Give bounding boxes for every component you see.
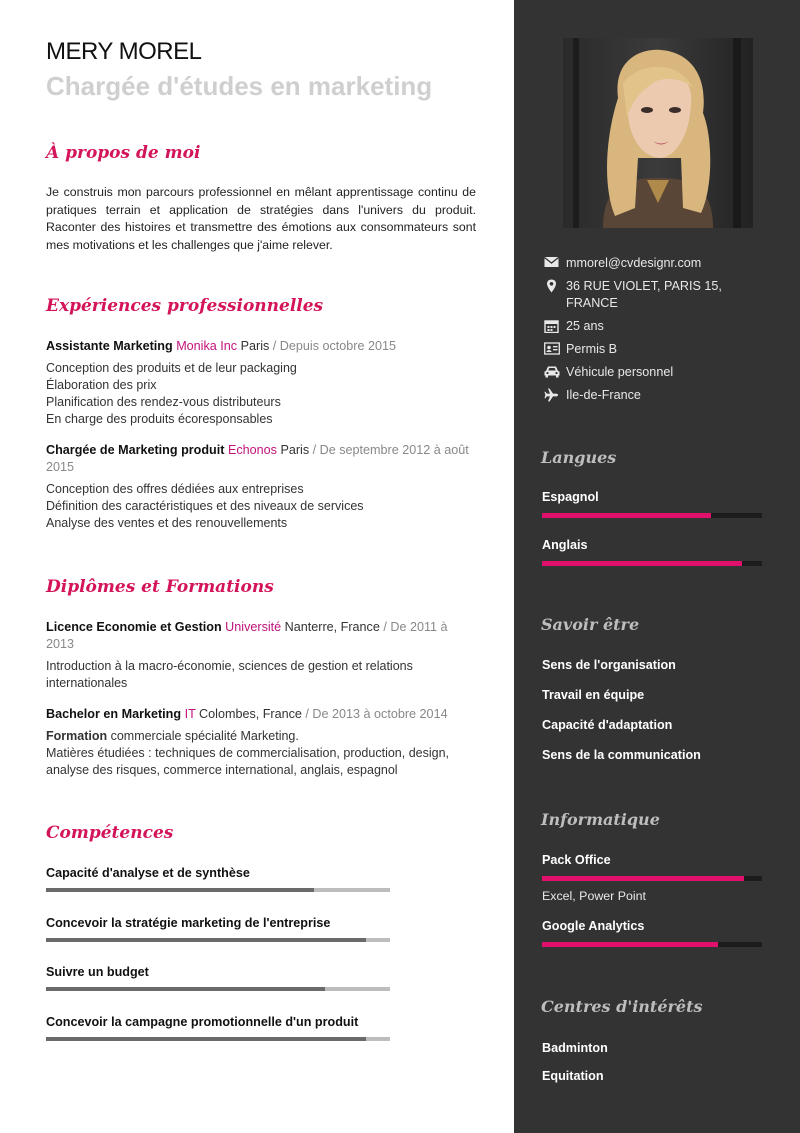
skill-bar-fill bbox=[46, 888, 314, 892]
degree-title: Bachelor en Marketing bbox=[46, 707, 182, 721]
soft-skill-item: Sens de la communication bbox=[542, 748, 701, 762]
it-skill-label: Pack Office bbox=[542, 853, 611, 867]
calendar-icon bbox=[544, 319, 560, 333]
soft-skills-heading: Savoir être bbox=[541, 615, 640, 634]
education-description-1 bbox=[46, 658, 446, 692]
description-line: En charge des produits écoresponsables bbox=[46, 412, 273, 426]
experience-location: Paris bbox=[280, 443, 310, 457]
plane-icon bbox=[544, 388, 560, 402]
skill-item bbox=[46, 965, 390, 979]
description-line: Définition des caractéristiques et des niveaux de services bbox=[46, 499, 364, 513]
education-entry-2 bbox=[46, 706, 476, 723]
license-text: Permis B bbox=[566, 342, 618, 356]
description-line: Analyse des ventes et des renouvellements bbox=[46, 516, 288, 530]
mobility-text: Ile-de-France bbox=[566, 388, 641, 402]
skill-bar-track bbox=[46, 938, 390, 942]
email-text[interactable]: mmorel@cvdesignr.com bbox=[566, 256, 702, 270]
id-card-icon bbox=[544, 342, 560, 356]
it-skill-detail: Excel, Power Point bbox=[542, 889, 646, 903]
experience-location: Paris bbox=[240, 339, 270, 353]
soft-skill-item: Travail en équipe bbox=[542, 688, 645, 702]
it-skill-bar-track bbox=[542, 942, 762, 947]
skill-label: Concevoir la stratégie marketing de l'entreprise bbox=[46, 916, 331, 930]
experience-description-1 bbox=[46, 360, 486, 428]
experience-title: Chargée de Marketing produit bbox=[46, 443, 225, 457]
degree-school: IT bbox=[184, 707, 196, 721]
about-heading: À propos de moi bbox=[46, 143, 201, 163]
degree-school: Université bbox=[225, 620, 282, 634]
languages-heading: Langues bbox=[541, 448, 617, 467]
education-heading: Diplômes et Formations bbox=[46, 577, 274, 597]
language-bar-track bbox=[542, 513, 762, 518]
degree-location: Nanterre, France bbox=[284, 620, 380, 634]
language-label: Espagnol bbox=[542, 490, 599, 504]
experience-description-2 bbox=[46, 481, 486, 532]
degree-title: Licence Economie et Gestion bbox=[46, 620, 222, 634]
experience-heading: Expériences professionnelles bbox=[46, 296, 324, 316]
experience-company: Echonos bbox=[227, 443, 277, 457]
skill-label: Capacité d'analyse et de synthèse bbox=[46, 866, 250, 880]
experience-date: / Depuis octobre 2015 bbox=[269, 339, 397, 353]
soft-skill-item: Sens de l'organisation bbox=[542, 658, 676, 672]
skill-item bbox=[46, 1015, 390, 1029]
it-skill-bar-track bbox=[542, 876, 762, 881]
it-skill-bar-fill bbox=[542, 942, 718, 947]
skill-bar-fill bbox=[46, 1037, 366, 1041]
interest-item: Badminton bbox=[542, 1041, 608, 1055]
soft-skill-item: Capacité d'adaptation bbox=[542, 718, 673, 732]
formation-label: Formation bbox=[46, 729, 108, 743]
candidate-name: MERY MOREL bbox=[46, 38, 202, 65]
profile-photo bbox=[563, 38, 753, 228]
skill-bar-track bbox=[46, 1037, 390, 1041]
skill-label: Concevoir la campagne promotionnelle d'un produit bbox=[46, 1015, 359, 1029]
address-text: 36 RUE VIOLET, PARIS 15, FRANCE bbox=[566, 279, 722, 310]
about-text: Je construis mon parcours professionnel en mêlant apprentissage continu de pratiques terrain et application de stratégies dans l'univers du produit. Raconter des histoires et transmettre des émotions aux consommateurs sont mes motivations et les challenges que j'aime relever. bbox=[46, 185, 476, 252]
job-title: Chargée d'études en marketing bbox=[46, 71, 433, 101]
skill-label: Suivre un budget bbox=[46, 965, 149, 979]
it-skill-label: Google Analytics bbox=[542, 919, 645, 933]
formation-text: commerciale spécialité Marketing. bbox=[107, 729, 299, 743]
car-icon bbox=[544, 365, 560, 379]
interest-item: Equitation bbox=[542, 1069, 604, 1083]
education-entry-1 bbox=[46, 619, 476, 653]
description-line: Matières étudiées : techniques de commercialisation, production, design, analyse des risques, commerce international, anglais, espagnol bbox=[46, 746, 449, 777]
age-text: 25 ans bbox=[566, 319, 604, 333]
vehicle-text: Véhicule personnel bbox=[566, 365, 674, 379]
skill-item bbox=[46, 916, 390, 930]
experience-date: / De septembre 2012 à août 2015 bbox=[46, 443, 469, 474]
description-line: Conception des produits et de leur packaging bbox=[46, 361, 297, 375]
experience-entry-1 bbox=[46, 338, 476, 355]
map-pin-icon bbox=[544, 279, 560, 293]
language-bar-fill bbox=[542, 561, 742, 566]
description-line: Élaboration des prix bbox=[46, 378, 157, 392]
skills-heading: Compétences bbox=[46, 823, 174, 843]
interests-heading: Centres d'intérêts bbox=[541, 997, 703, 1016]
experience-entry-2 bbox=[46, 442, 476, 476]
degree-date: / De 2013 à octobre 2014 bbox=[301, 707, 448, 721]
language-bar-fill bbox=[542, 513, 711, 518]
description-line: Planification des rendez-vous distributeurs bbox=[46, 395, 281, 409]
it-skills-heading: Informatique bbox=[541, 810, 660, 829]
description-line: Conception des offres dédiées aux entreprises bbox=[46, 482, 304, 496]
skill-item bbox=[46, 866, 390, 880]
degree-date: / De 2011 à 2013 bbox=[46, 620, 448, 651]
skill-bar-track bbox=[46, 888, 390, 892]
envelope-icon bbox=[544, 256, 560, 270]
language-label: Anglais bbox=[542, 538, 588, 552]
skill-bar-track bbox=[46, 987, 390, 991]
language-bar-track bbox=[542, 561, 762, 566]
skill-bar-fill bbox=[46, 938, 366, 942]
education-description-2 bbox=[46, 728, 471, 779]
skill-bar-fill bbox=[46, 987, 325, 991]
it-skill-bar-fill bbox=[542, 876, 744, 881]
degree-location: Colombes, France bbox=[199, 707, 302, 721]
description-line: Introduction à la macro-économie, sciences de gestion et relations internationales bbox=[46, 659, 413, 690]
experience-company: Monika Inc bbox=[176, 339, 238, 353]
experience-title: Assistante Marketing bbox=[46, 339, 173, 353]
